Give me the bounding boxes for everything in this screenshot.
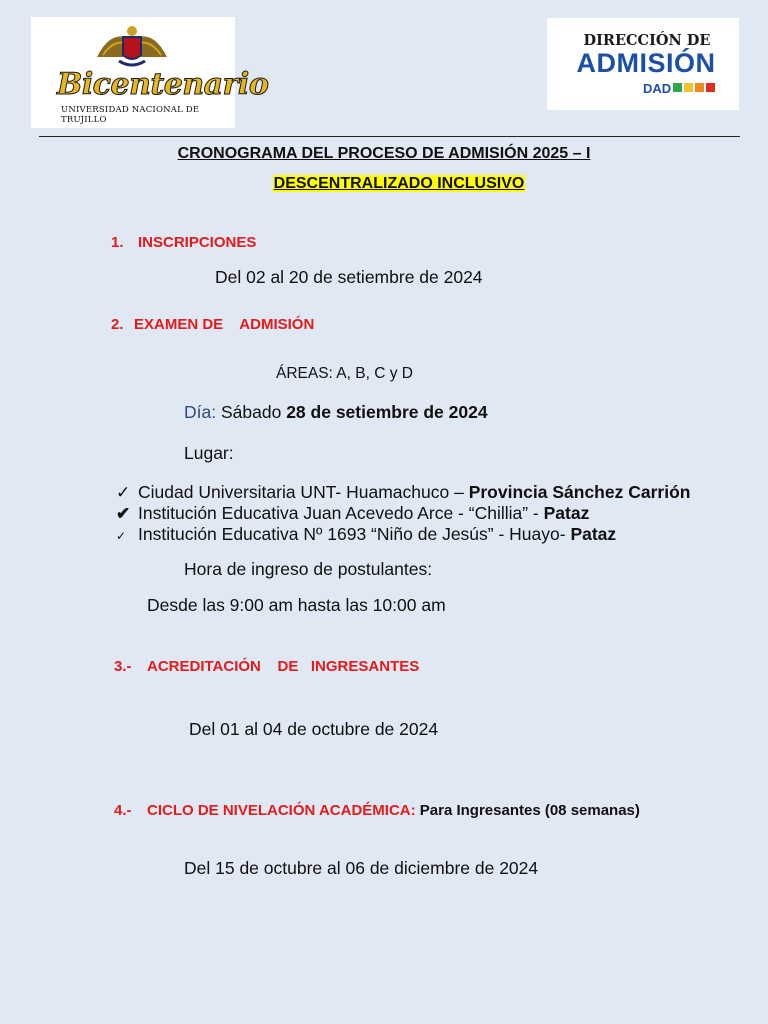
location-text: Institución Educativa Nº 1693 “Niño de Jesús” - Huayo- <box>138 524 571 544</box>
acreditacion-date: Del 01 al 04 de octubre de 2024 <box>189 719 439 739</box>
section-examen-heading <box>111 316 314 333</box>
exam-day-label: Día: <box>184 402 217 422</box>
section-number: 4.- <box>114 802 132 819</box>
location-province: Provincia Sánchez Carrión <box>468 482 691 502</box>
header-divider <box>39 136 740 137</box>
location-text: Institución Educativa Juan Acevedo Arce - “Chillia” - <box>138 503 544 523</box>
section-acreditacion-heading <box>114 658 419 675</box>
section-label: INSCRIPCIONES <box>138 234 257 251</box>
entry-time-value: Desde las 9:00 am hasta las 10:00 am <box>147 595 446 615</box>
entry-time-label: Hora de ingreso de postulantes: <box>184 559 433 579</box>
logo-line3: DAD <box>643 81 672 96</box>
ciclo-extra: Para Ingresantes (08 semanas) <box>419 802 640 819</box>
location-item <box>116 482 690 503</box>
ciclo-date: Del 15 de octubre al 06 de diciembre de 2024 <box>184 858 539 878</box>
bicentenario-logo <box>31 17 269 128</box>
section-label: EXAMEN DE ADMISIÓN <box>134 316 315 333</box>
logo-line1: DIRECCIÓN DE <box>583 32 711 49</box>
location-item <box>116 524 616 545</box>
square-icon <box>695 83 704 92</box>
checkmark-icon: ✓ <box>116 483 131 502</box>
checkmark-icon: ✓ <box>116 529 127 543</box>
exam-day <box>184 402 488 423</box>
page-title: CRONOGRAMA DEL PROCESO DE ADMISIÓN 2025 – I <box>177 145 591 162</box>
logo-color-squares <box>673 83 715 92</box>
logo-wordmark: Bicentenario <box>57 67 269 102</box>
location-province: Pataz <box>570 524 617 544</box>
exam-day-weekday: Sábado <box>220 402 282 422</box>
section-number: 3.- <box>114 658 132 675</box>
section-inscripciones-heading <box>111 234 256 251</box>
section-number: 1. <box>111 234 124 251</box>
location-item <box>116 503 589 524</box>
location-text: Ciudad Universitaria UNT- Huamachuco – <box>138 482 469 502</box>
page-subtitle-wrap <box>0 175 768 193</box>
checkmark-icon: ✔ <box>116 504 131 523</box>
square-icon <box>706 83 715 92</box>
section-ciclo-heading <box>114 802 640 819</box>
exam-place-label: Lugar: <box>184 443 234 463</box>
section-label: CICLO DE NIVELACIÓN ACADÉMICA: <box>147 802 416 819</box>
admision-logo <box>547 18 739 110</box>
square-icon <box>673 83 682 92</box>
square-icon <box>684 83 693 92</box>
section-label: ACREDITACIÓN DE INGRESANTES <box>147 658 420 675</box>
location-province: Pataz <box>543 503 590 523</box>
logo-line2: ADMISIÓN <box>576 48 716 78</box>
exam-day-date: 28 de setiembre de 2024 <box>286 402 488 422</box>
page-subtitle: DESCENTRALIZADO INCLUSIVO <box>273 175 525 192</box>
section-number: 2. <box>111 316 124 333</box>
logo-subtitle: UNIVERSIDAD NACIONAL DE TRUJILLO <box>61 105 200 125</box>
inscripciones-date: Del 02 al 20 de setiembre de 2024 <box>215 267 483 287</box>
exam-areas: ÁREAS: A, B, C y D <box>276 365 413 382</box>
